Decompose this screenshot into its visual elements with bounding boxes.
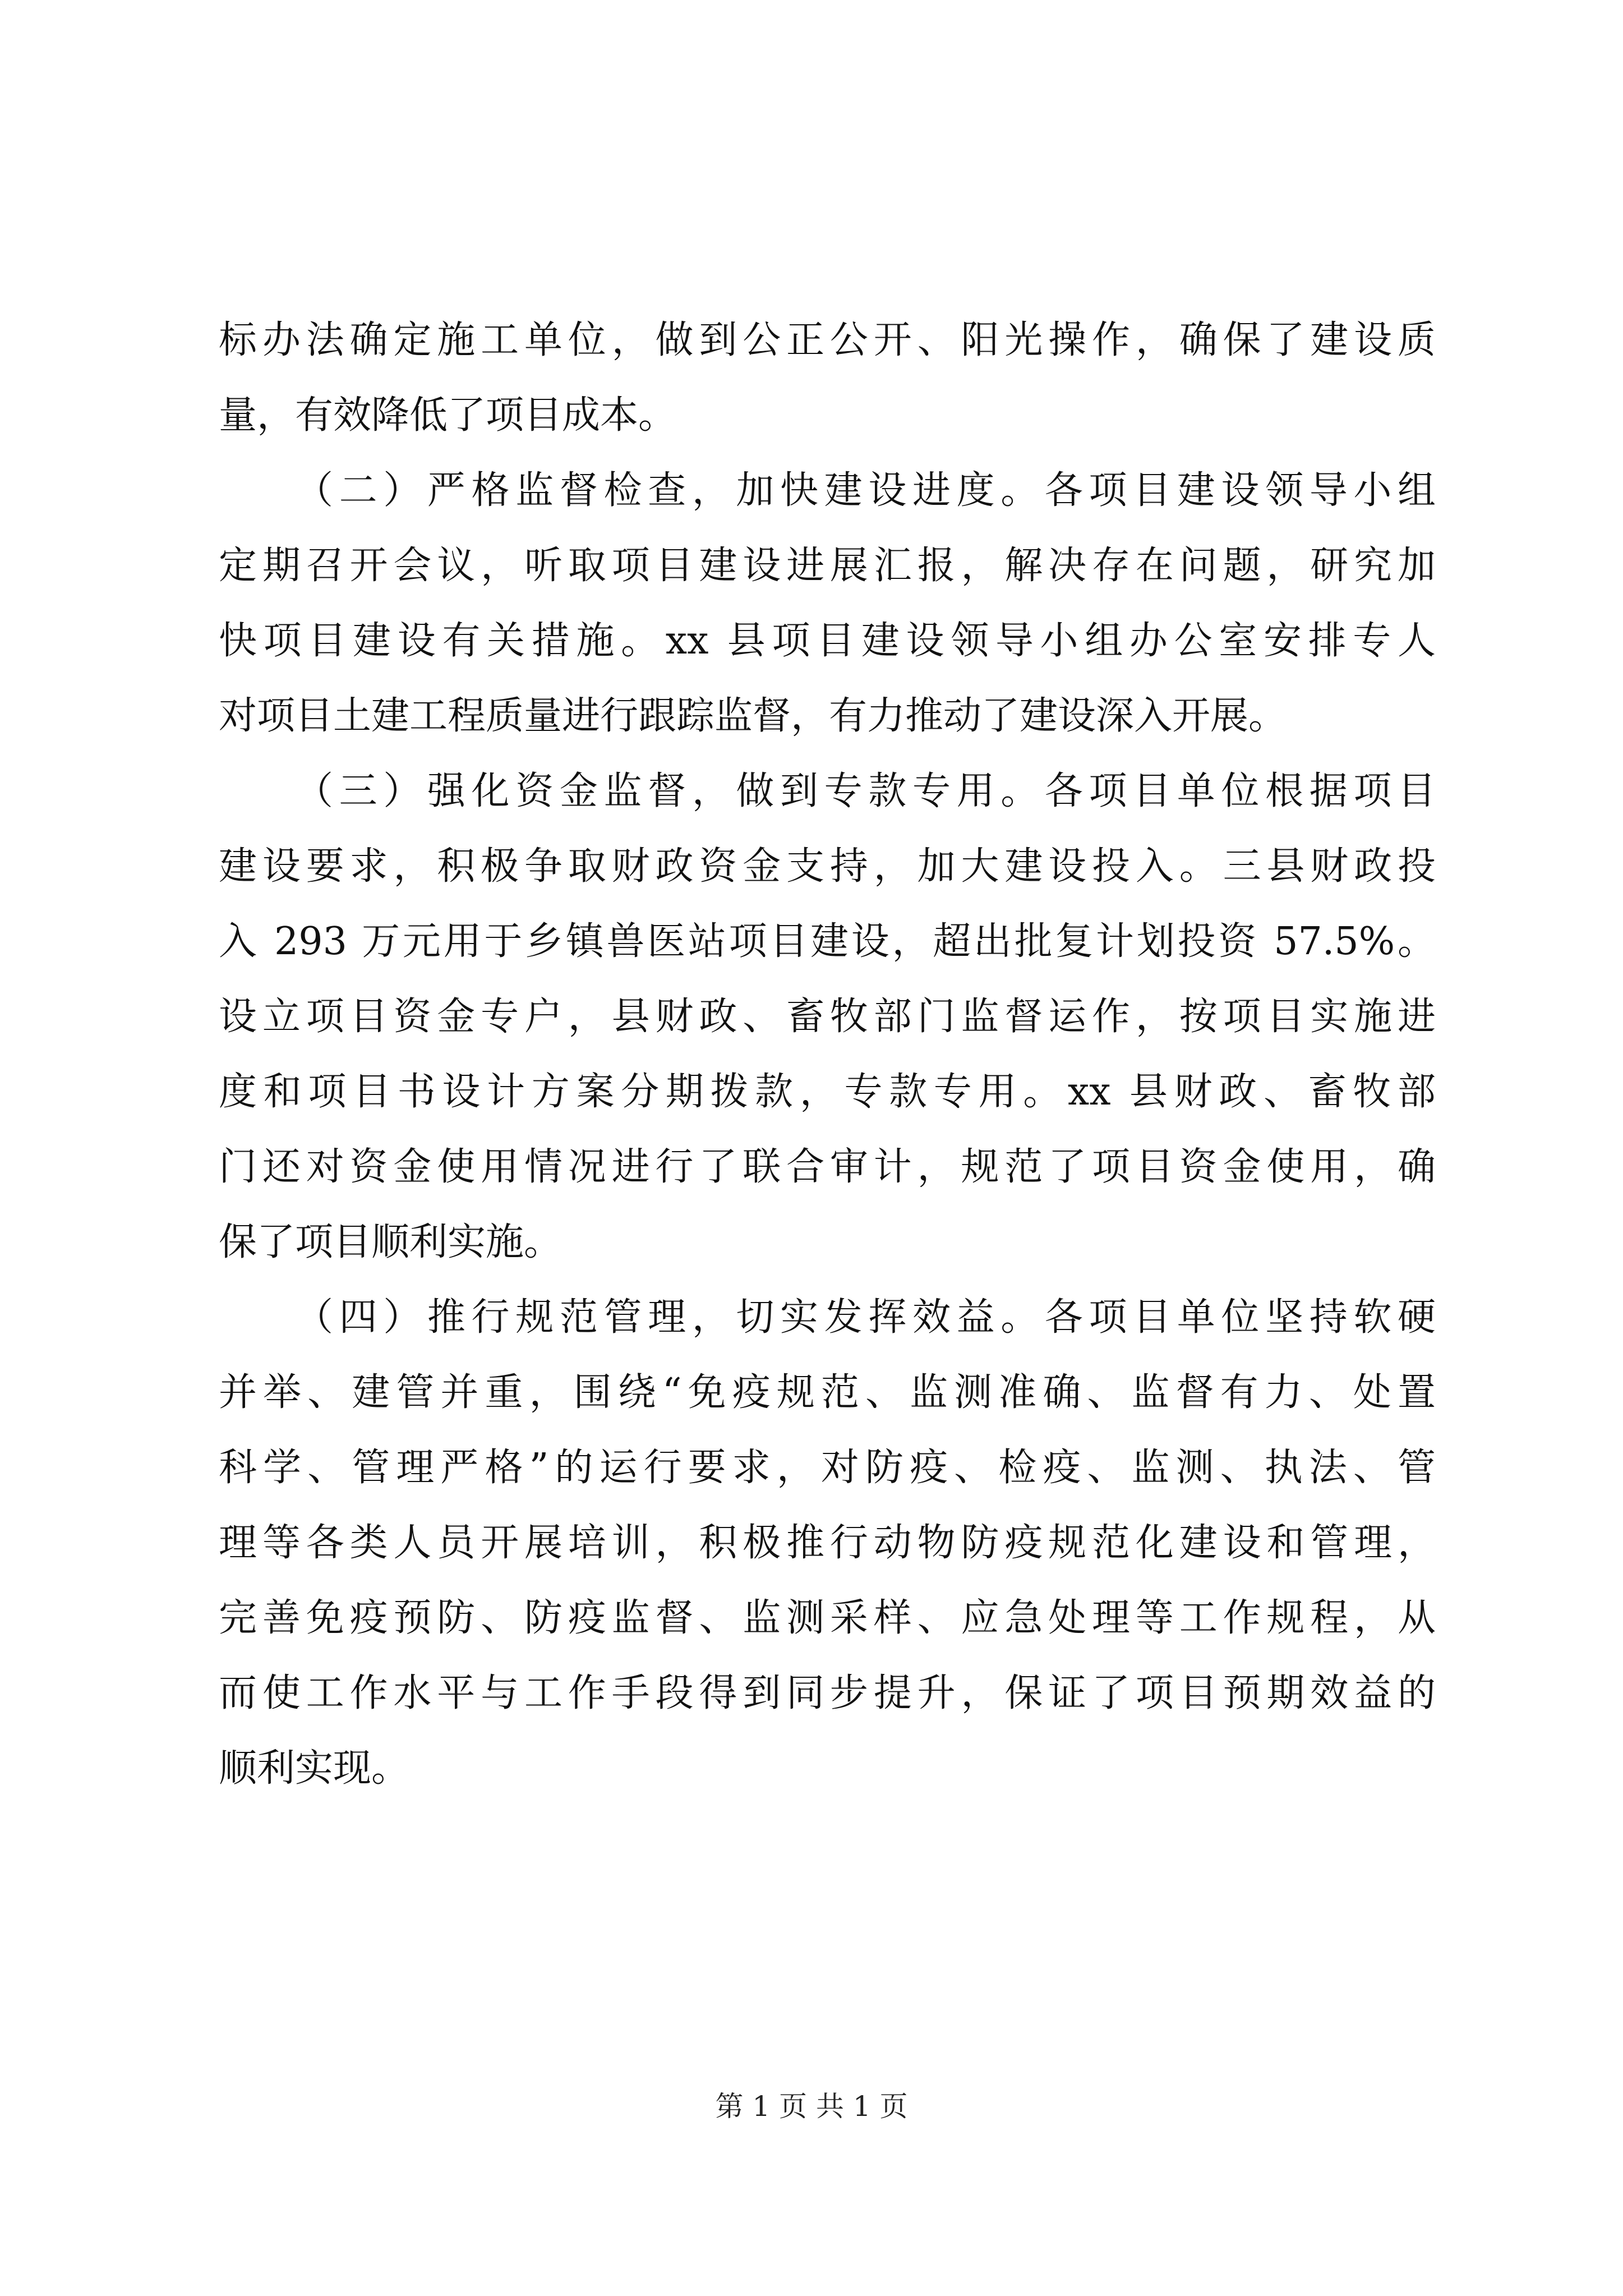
text-line: 科学、管理严格”的运行要求，对防疫、检疫、监测、执法、管 (219, 1446, 1436, 1490)
text-line: 并举、建管并重，围绕“免疫规范、监测准确、监督有力、处置 (219, 1370, 1436, 1415)
text-line: （二）严格监督检查，加快建设进度。各项目建设领导小组 (295, 468, 1436, 513)
document-body (219, 303, 1436, 1806)
text-line: 理等各类人员开展培训，积极推行动物防疫规范化建设和管理， (219, 1521, 1436, 1565)
page-number: 第 1 页 共 1 页 (715, 2090, 908, 2123)
text-line: 完善免疫预防、防疫监督、监测采样、应急处理等工作规程，从 (219, 1596, 1436, 1640)
text-line: 量，有效降低了项目成本。 (219, 393, 677, 438)
text-line: 顺利实现。 (219, 1746, 410, 1791)
text-line: 度和项目书设计方案分期拨款，专款专用。xx 县财政、畜牧部 (219, 1070, 1436, 1114)
text-line: 对项目土建工程质量进行跟踪监督，有力推动了建设深入开展。 (219, 694, 1287, 738)
text-line: （三）强化资金监督，做到专款专用。各项目单位根据项目 (295, 769, 1436, 813)
text-line: 入 293 万元用于乡镇兽医站项目建设，超出批复计划投资 57.5%。 (219, 919, 1436, 964)
text-line: 门还对资金使用情况进行了联合审计，规范了项目资金使用，确 (219, 1145, 1436, 1189)
page-footer (0, 2087, 1623, 2126)
text-line: 定期召开会议，听取项目建设进展汇报，解决存在问题，研究加 (219, 544, 1436, 588)
text-line: 保了项目顺利实施。 (219, 1220, 562, 1264)
text-line: 建设要求，积极争取财政资金支持，加大建设投入。三县财政投 (219, 844, 1436, 889)
text-line: 快项目建设有关措施。xx 县项目建设领导小组办公室安排专人 (219, 619, 1436, 663)
text-line: （四）推行规范管理，切实发挥效益。各项目单位坚持软硬 (295, 1295, 1436, 1340)
text-line: 标办法确定施工单位，做到公正公开、阳光操作，确保了建设质 (219, 318, 1436, 362)
text-line: 而使工作水平与工作手段得到同步提升，保证了项目预期效益的 (219, 1671, 1436, 1715)
text-line: 设立项目资金专户，县财政、畜牧部门监督运作，按项目实施进 (219, 995, 1436, 1039)
